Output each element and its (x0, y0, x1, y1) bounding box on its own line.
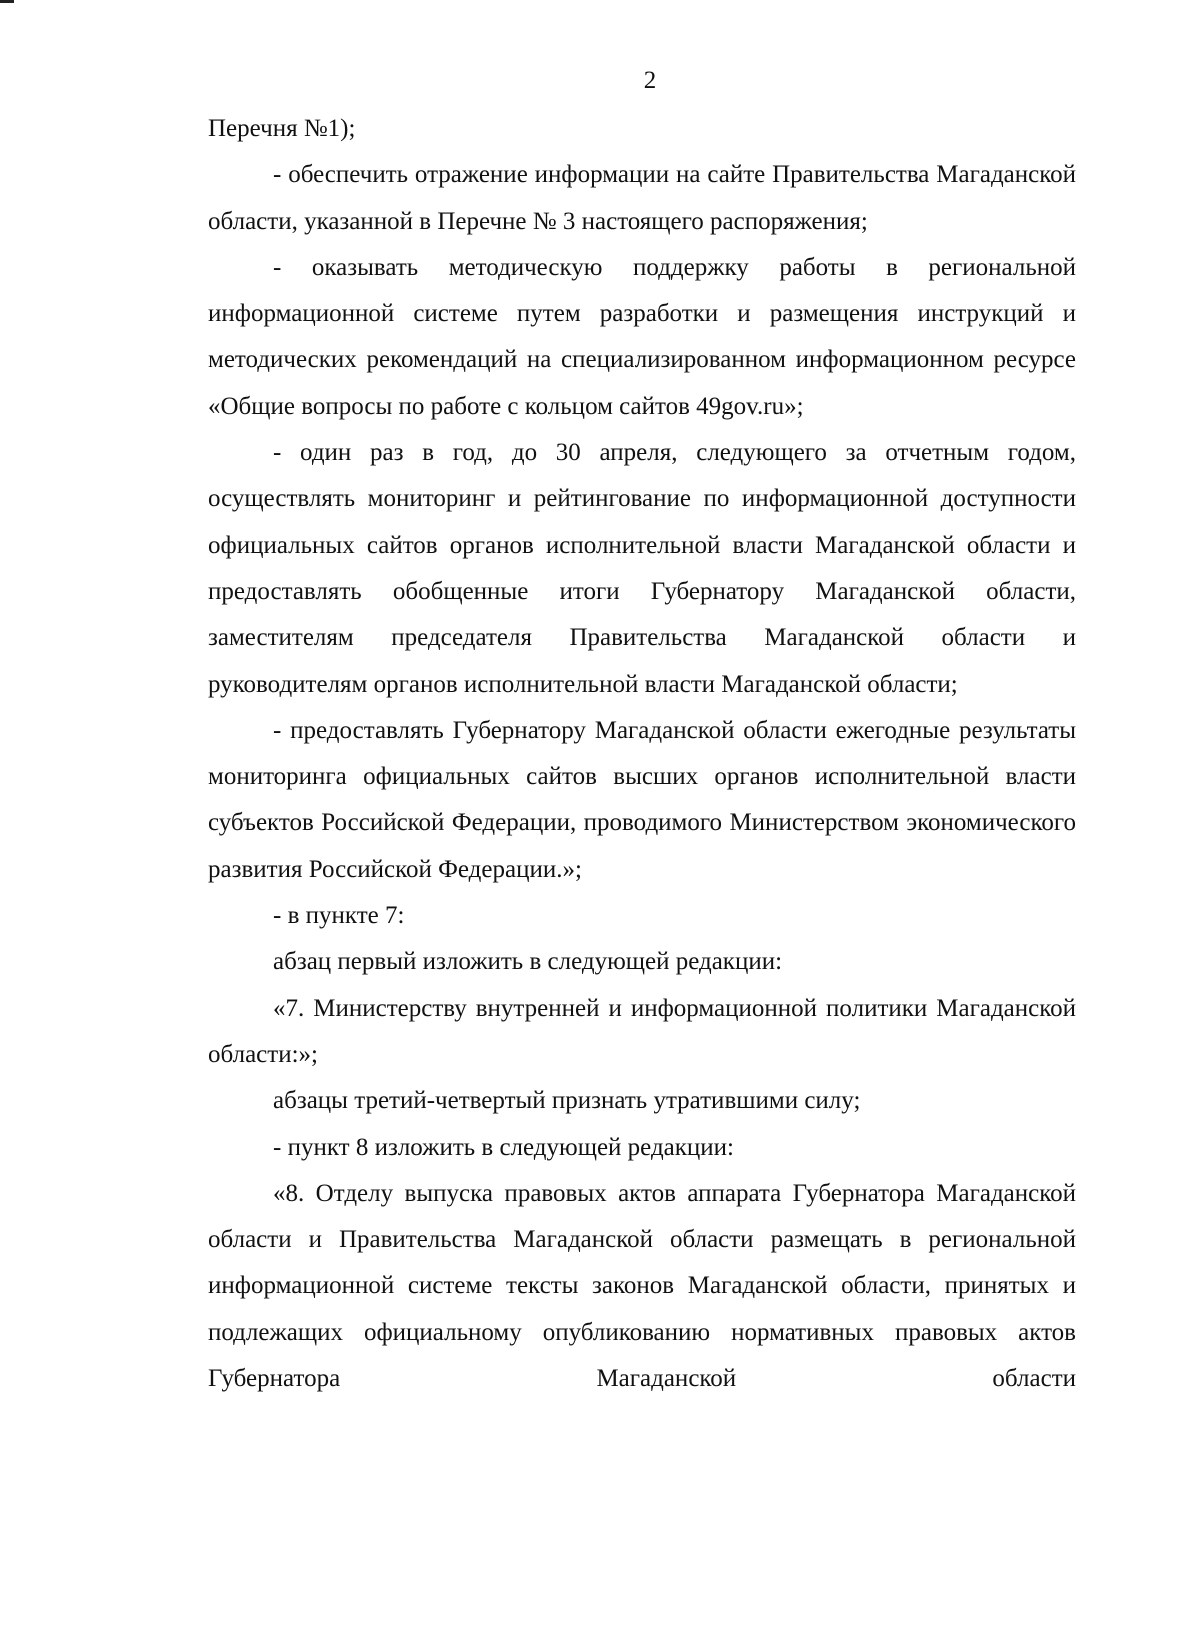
paragraph-point-8: - пункт 8 изложить в следующей редакции: (273, 1133, 734, 1161)
scan-edge-mark (0, 0, 14, 3)
paragraph-monitoring-rating: - один раз в год, до 30 апреля, следующего за отчетным годом, осуществлять мониторинг и рейтингование по информационной доступности официальных сайтов органов исполнительной власти Магаданской области и предоставлять обобщенные итоги Губернатору Магаданской области, заместителям председателя Правительства Магаданской области и руководителям органов исполнительной власти Магаданской области; (208, 439, 1076, 698)
paragraph-annual-results: - предоставлять Губернатору Магаданской области ежегодные результаты мониторинга официальных сайтов высших органов исполнительной власти субъектов Российской Федерации, проводимого Министерством экономического развития Российской Федерации.»; (208, 716, 1076, 883)
document-body (208, 106, 1076, 1402)
paragraph-first-abzac: абзац первый изложить в следующей редакции: (273, 948, 783, 976)
paragraph-methodical-support: - оказывать методическую поддержку работы в региональной информационной системе путем разработки и размещения инструкций и методических рекомендаций на специализированном информационном ресурсе «Общие вопросы по работе с кольцом сайтов 49gov.ru»; (208, 253, 1076, 420)
paragraph-ministry: «7. Министерству внутренней и информационной политики Магаданской области:»; (208, 994, 1076, 1068)
page-number: 2 (643, 67, 657, 94)
paragraph-site-info: - обеспечить отражение информации на сайте Правительства Магаданской области, указанной в Перечне № 3 настоящего распоряжения; (208, 161, 1076, 235)
paragraph-legal-acts-department: «8. Отделу выпуска правовых актов аппарата Губернатора Магаданской области и Правительства Магаданской области размещать в региональной информационной системе тексты законов Магаданской области, принятых и подлежащих официальному опубликованию нормативных правовых актов Губернатора Магаданской области (208, 1179, 1076, 1393)
paragraph-point-7: - в пункте 7: (273, 902, 405, 930)
paragraph-abzacy-void: абзацы третий-четвертый признать утратившими силу; (273, 1087, 861, 1115)
paragraph-continuation: Перечня №1); (208, 115, 356, 142)
